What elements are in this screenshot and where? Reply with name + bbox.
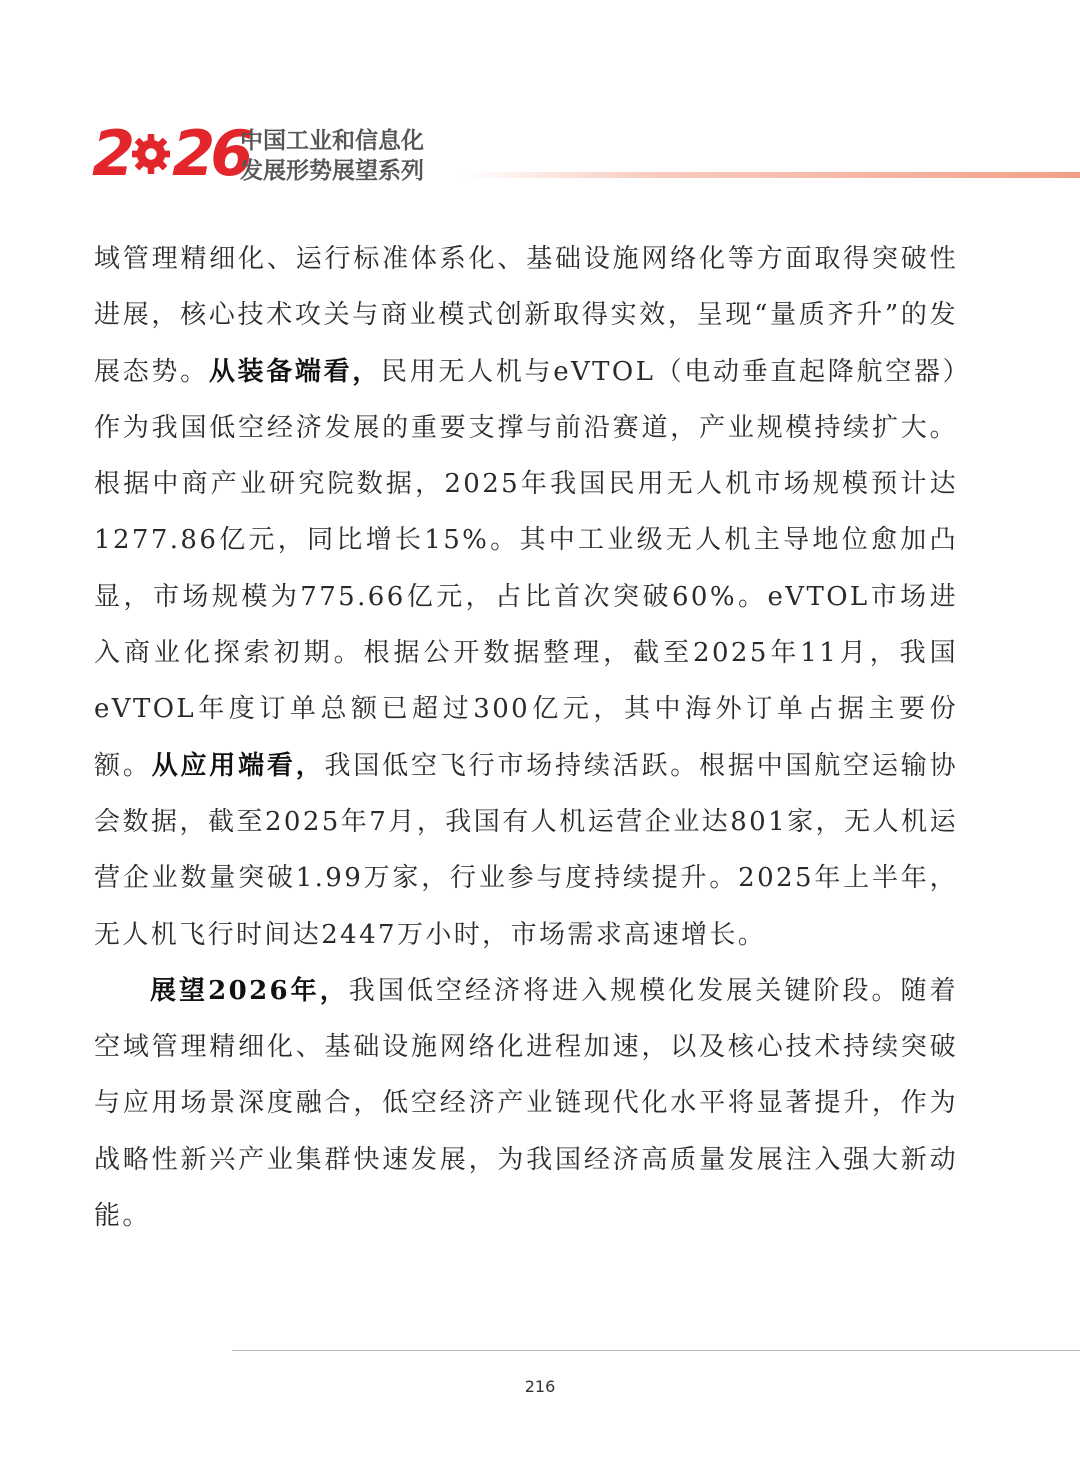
page-number: 216	[524, 1377, 556, 1396]
gear-icon	[132, 130, 170, 178]
page-header	[0, 0, 1080, 200]
bold-lead-application: 从应用端看，	[151, 750, 325, 781]
logo-digit-2: 2	[92, 117, 131, 190]
bold-lead-equipment: 从装备端看，	[208, 356, 382, 387]
text-span: 我国低空经济将进入规模化发展关键阶段。随着空域管理精细化、基础设施网络化进程加速，以及核心技术持续突破与应用场景深度融合，低空经济产业链现代化水平将显著提升，作为战略性新兴产业集群快速发展，为我国经济高质量发展注入强大新动能。	[94, 975, 958, 1232]
text-span: 民用无人机与eVTOL（电动垂直起降航空器）作为我国低空经济发展的重要支撑与前沿赛道，产业规模持续扩大。根据中商产业研究院数据，2025年我国民用无人机市场规模预计达1277.86亿元，同比增长15%。其中工业级无人机主导地位愈加凸显，市场规模为775.66亿元，占比首次突破60%。eVTOL市场进入商业化探索初期。根据公开数据整理，截至2025年11月，我国eVTOL年度订单总额已超过300亿元，其中海外订单占据主要份额。	[94, 356, 958, 781]
paragraph-2	[94, 963, 958, 1244]
article-body	[94, 231, 958, 1244]
text-span: 域管理精细化、运行标准体系化、基础设施网络化等方面取得突破性进展，核心技术攻关与商业模式创新取得实效，呈现“量质齐升”的发展态势。	[94, 244, 958, 387]
text-span: 我国低空飞行市场持续活跃。根据中国航空运输协会数据，截至2025年7月，我国有人机运营企业达801家，无人机运营企业数量突破1.99万家，行业参与度持续提升。2025年上半年，无人机飞行时间达2447万小时，市场需求高速增长。	[94, 750, 958, 950]
series-title	[240, 126, 424, 186]
series-title-line1: 中国工业和信息化	[240, 128, 424, 154]
logo-2026	[92, 117, 249, 190]
header-divider	[462, 172, 1080, 178]
bold-lead-outlook: 展望2026年，	[150, 975, 349, 1006]
footer-divider	[232, 1350, 1080, 1351]
series-title-line2: 发展形势展望系列	[240, 158, 424, 184]
paragraph-1	[94, 231, 958, 963]
logo-digits-26: 26	[172, 117, 249, 190]
